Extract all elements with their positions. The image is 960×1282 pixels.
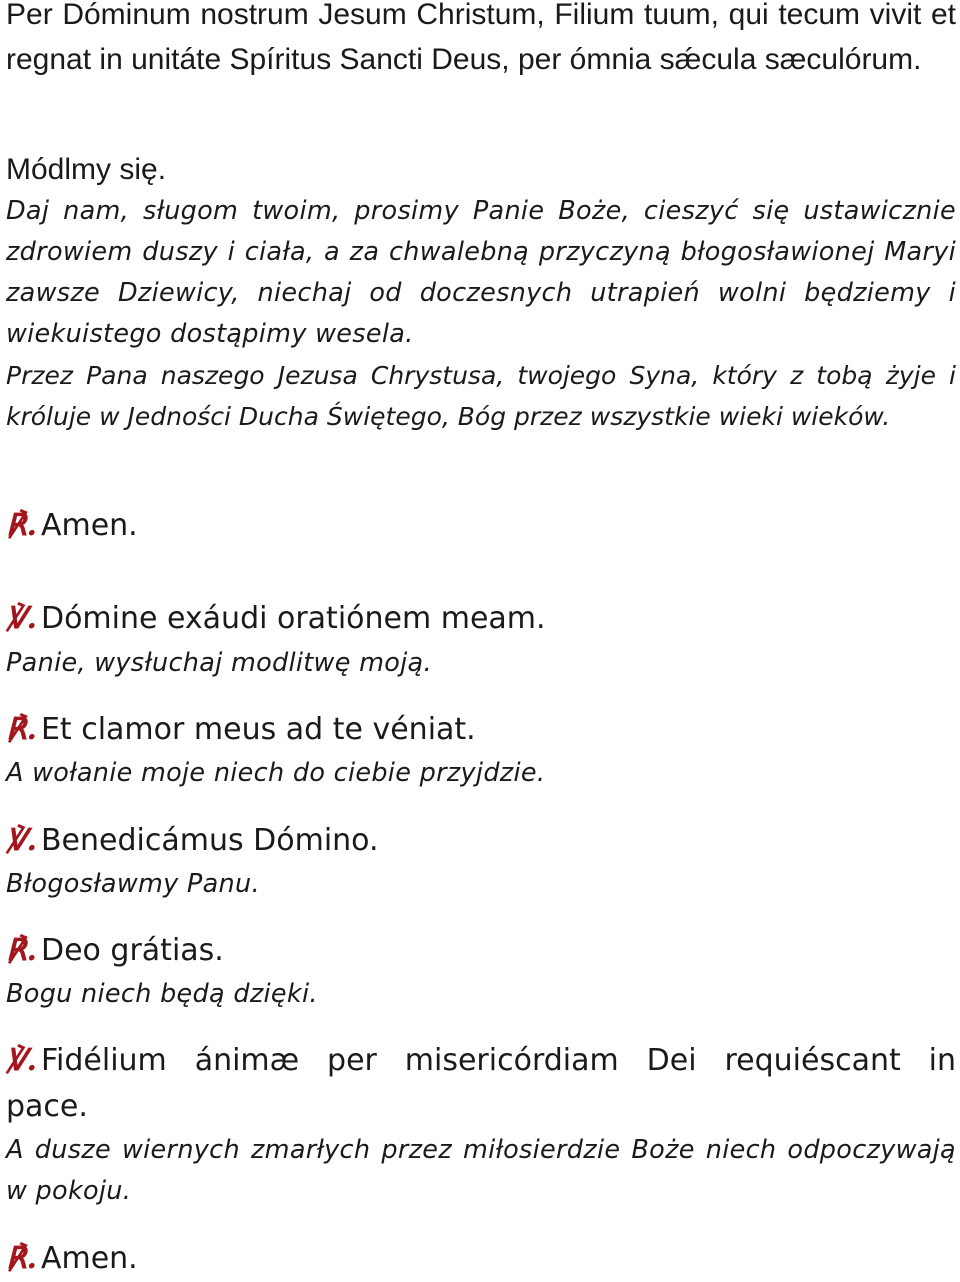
prayer-polish: Daj nam, sługom twoim, prosimy Panie Boże, cieszyć się ustawicznie zdrowiem duszy i ciała, a za chwalebną przyczyną błogosławionej Maryi zawsze Dziewicy, niechaj od doczesnych utrapień wolni będziemy i wiekuistego dostąpimy wesela. [6, 196, 956, 349]
response-latin: Amen. [40, 1241, 138, 1276]
versicle-mark: ℣. [6, 1043, 37, 1078]
latin-conclusion: Per Dóminum nostrum Jesum Christum, Filium tuum, qui tecum vivit et regnat in unitáte Spíritus Sancti Deus, per ómnia sǽcula sæculórum. [6, 0, 956, 76]
response-amen-2 [6, 1236, 956, 1282]
response-et-clamor [6, 707, 956, 753]
versicle-mark: ℣. [6, 601, 37, 636]
response-latin: Amen. [40, 508, 138, 543]
versicle-fidelium [6, 1038, 956, 1130]
versicle-polish: A dusze wiernych zmarłych przez miłosierdzie Boże niech odpoczywają w pokoju. [6, 1135, 956, 1206]
versicle-polish: Panie, wysłuchaj modlitwę moją. [6, 648, 432, 678]
oremus-polish: Módlmy się. [6, 153, 167, 186]
versicle-latin: Fidélium ánimæ per misericórdiam Dei requiéscant in pace. [6, 1043, 956, 1124]
conclusion-polish: Przez Pana naszego Jezusa Chrystusa, twojego Syna, który z tobą żyje i króluje w Jedności Ducha Świętego, Bóg przez wszystkie wieki wieków. [6, 361, 956, 431]
response-amen-1 [6, 503, 956, 549]
response-polish: A wołanie moje niech do ciebie przyjdzie. [6, 758, 546, 788]
response-polish: Bogu niech będą dzięki. [6, 979, 318, 1009]
response-mark: ℟. [6, 933, 37, 968]
versicle-domine-exaudi [6, 596, 956, 642]
response-mark: ℟. [6, 508, 37, 543]
response-latin: Et clamor meus ad te véniat. [40, 712, 476, 747]
versicle-latin: Benedicámus Dómino. [40, 823, 379, 858]
response-mark: ℟. [6, 1241, 37, 1276]
versicle-mark: ℣. [6, 823, 37, 858]
versicle-benedicamus [6, 818, 956, 864]
response-latin: Deo grátias. [40, 933, 224, 968]
response-deo-gratias [6, 928, 956, 974]
versicle-polish: Błogosławmy Panu. [6, 869, 260, 899]
response-mark: ℟. [6, 712, 37, 747]
versicle-latin: Dómine exáudi oratiónem meam. [40, 601, 546, 636]
